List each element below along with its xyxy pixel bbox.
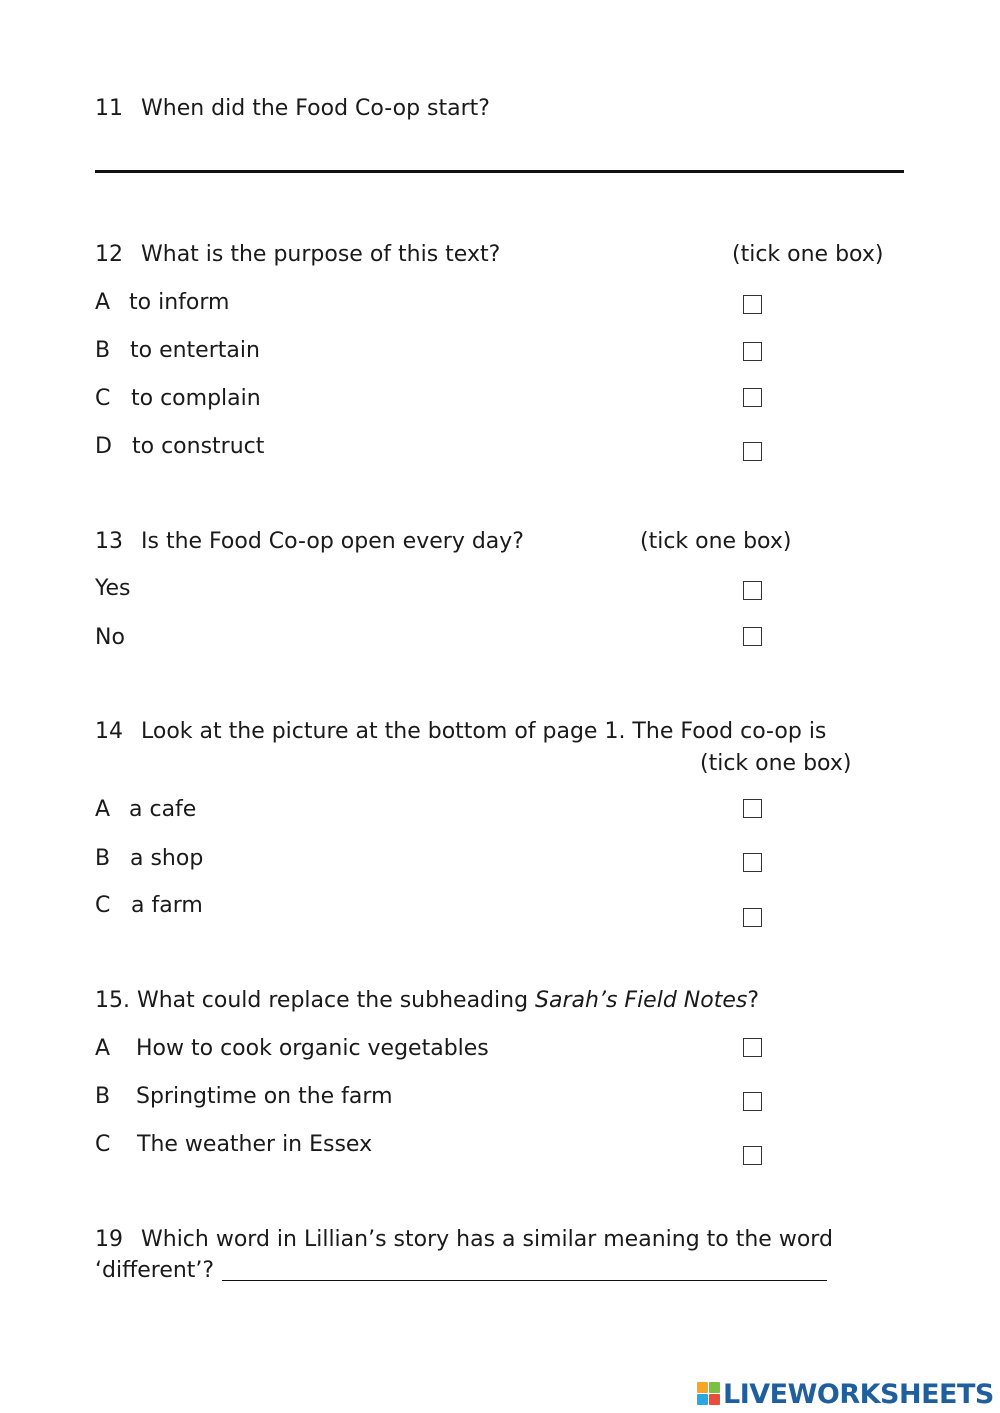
q15-option-b-checkbox[interactable] [743, 1092, 762, 1111]
q13-number: 13 [95, 529, 123, 554]
q19-question: Which word in Lillian’s story has a similar meaning to the word [141, 1227, 833, 1252]
q14-option-c-letter: C [95, 893, 111, 918]
q15-option-a-letter: A [95, 1036, 111, 1061]
q12-option-d-checkbox[interactable] [743, 442, 762, 461]
q12-option-c-text: to complain [131, 386, 261, 411]
q13-option-no-text: No [95, 625, 125, 650]
q15-option-a-checkbox[interactable] [743, 1038, 762, 1057]
q15-option-b-letter: B [95, 1084, 111, 1109]
q12-option-a-text: to inform [129, 290, 230, 315]
liveworksheets-brand: LIVEWORKSHEETS [723, 1378, 994, 1410]
q12-option-b-checkbox[interactable] [743, 342, 762, 361]
q11-question: When did the Food Co-op start? [141, 96, 490, 121]
q14-option-b-letter: B [95, 846, 111, 871]
q11-answer-line[interactable] [95, 170, 904, 173]
q15-subheading-title: Sarah’s Field Notes [535, 988, 748, 1013]
q15-question-prefix: 15. What could replace the subheading [95, 988, 536, 1013]
q12-option-b-text: to entertain [130, 338, 260, 363]
q14-question: Look at the picture at the bottom of page 1. The Food co-op is [141, 719, 827, 744]
q14-option-c-text: a farm [131, 893, 203, 918]
q15-option-c-letter: C [95, 1132, 111, 1157]
q12-option-c-letter: C [95, 386, 111, 411]
q12-option-a-letter: A [95, 290, 111, 315]
q11-number: 11 [95, 96, 123, 121]
q15-question-suffix: ? [747, 988, 760, 1013]
q12-instruction: (tick one box) [732, 242, 884, 267]
q12-option-a-checkbox[interactable] [743, 295, 762, 314]
q13-option-yes-checkbox[interactable] [743, 581, 762, 600]
q19-number: 19 [95, 1227, 123, 1252]
q12-option-d-text: to construct [132, 434, 265, 459]
q12-option-c-checkbox[interactable] [743, 388, 762, 407]
q14-option-c-checkbox[interactable] [743, 908, 762, 927]
q19-question-continuation: ‘different’? [95, 1258, 215, 1283]
q14-option-b-text: a shop [130, 846, 204, 871]
q15-option-c-checkbox[interactable] [743, 1146, 762, 1165]
q13-option-no-checkbox[interactable] [743, 627, 762, 646]
liveworksheets-logo [697, 1377, 994, 1411]
q13-question: Is the Food Co-op open every day? [141, 529, 524, 554]
q12-question: What is the purpose of this text? [141, 242, 501, 267]
q13-instruction: (tick one box) [640, 529, 792, 554]
liveworksheets-icon [697, 1382, 721, 1406]
q15-option-a-text: How to cook organic vegetables [136, 1036, 489, 1061]
q12-option-b-letter: B [95, 338, 111, 363]
q12-option-d-letter: D [95, 434, 112, 459]
q15-question [95, 990, 759, 1012]
q15-option-c-text: The weather in Essex [137, 1132, 373, 1157]
q14-option-a-checkbox[interactable] [743, 799, 762, 818]
q19-answer-line[interactable] [222, 1280, 827, 1281]
q15-option-b-text: Springtime on the farm [136, 1084, 393, 1109]
q14-number: 14 [95, 719, 123, 744]
q14-option-b-checkbox[interactable] [743, 853, 762, 872]
q12-number: 12 [95, 242, 123, 267]
q14-instruction: (tick one box) [700, 751, 852, 776]
q14-option-a-text: a cafe [129, 797, 197, 822]
q14-option-a-letter: A [95, 797, 111, 822]
q13-option-yes-text: Yes [95, 576, 131, 601]
